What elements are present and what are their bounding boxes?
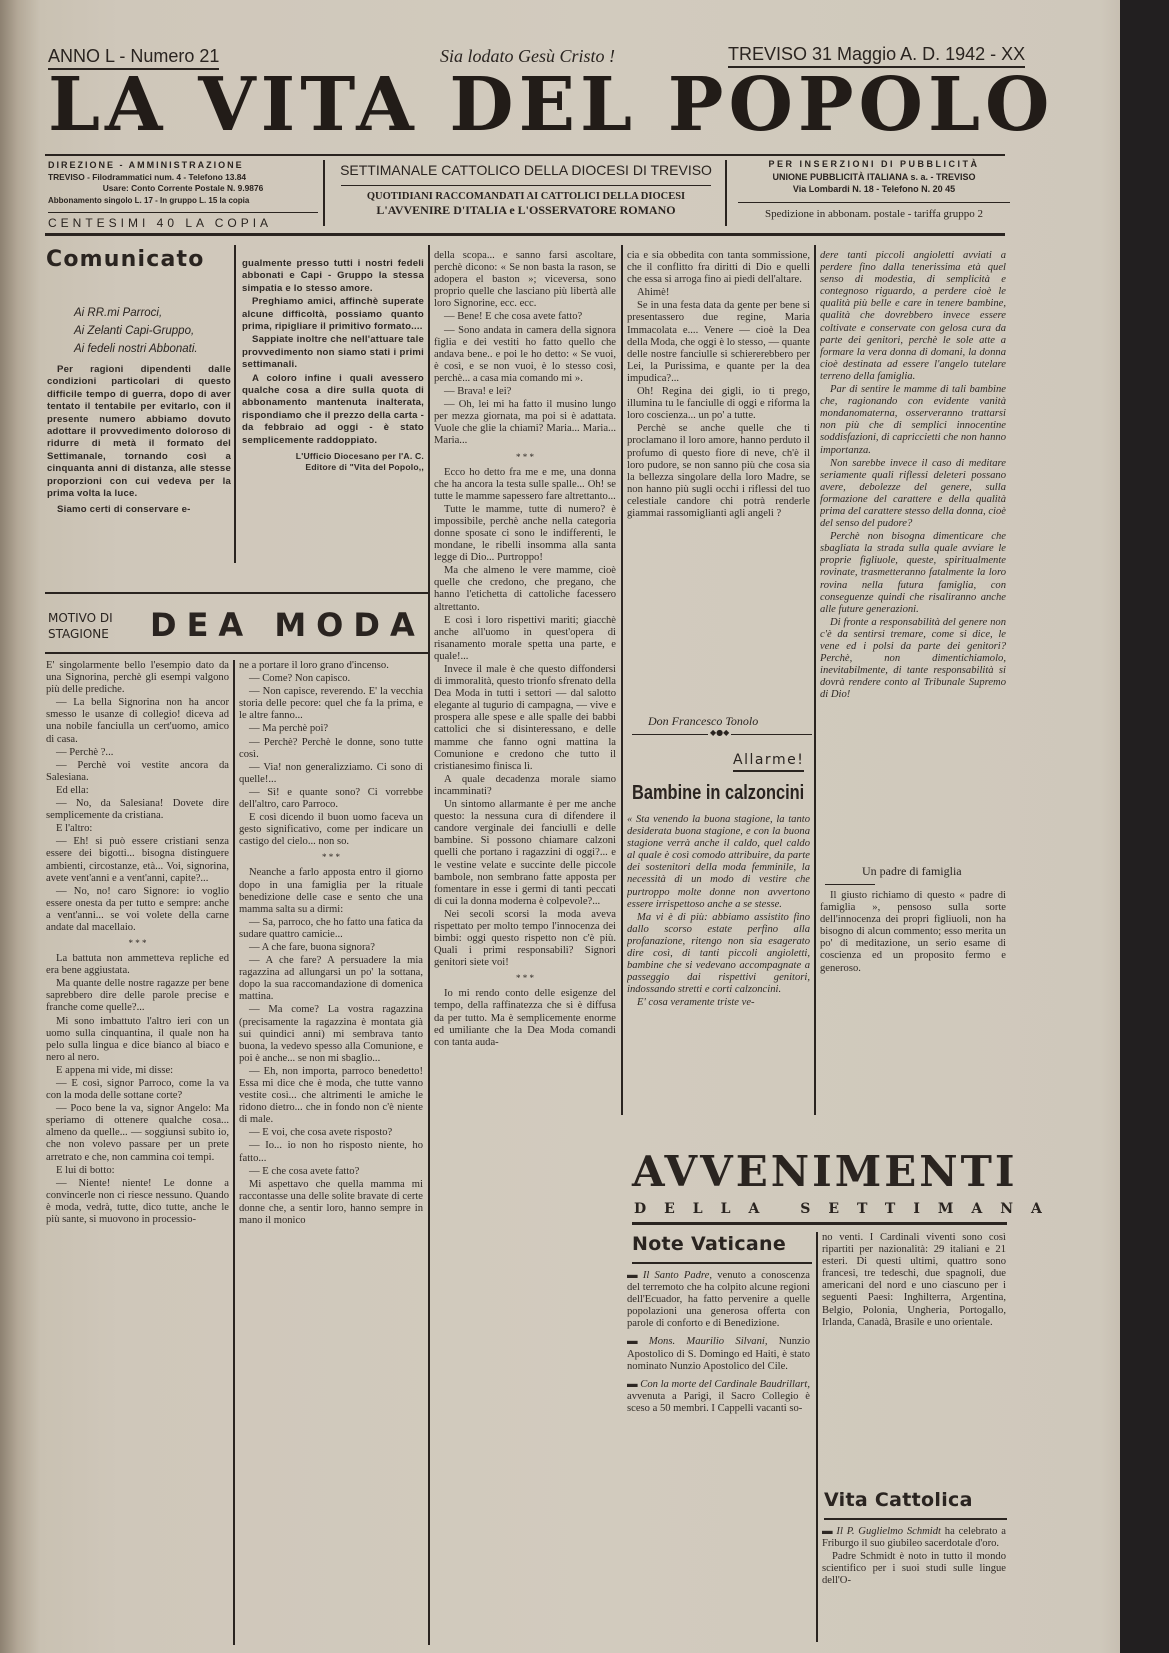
kicker-line: MOTIVO DI <box>48 611 113 625</box>
allarme-comment <box>820 890 1006 1114</box>
paragraph: Di fronte a responsabilità del genere non c'è da sentirsi tremare, come si dice, le vene ed i polsi da parte dei genitori? Perchè, non dimentichiamolo, inevitabilmente, di tante responsabilità si dovrà rendere conto al Tribunale Supremo di Dio! <box>820 616 1006 701</box>
column-rule <box>233 660 235 1645</box>
rule <box>632 1222 1007 1225</box>
paragraph: Siamo certi di conservare e- <box>57 504 191 516</box>
ornament-icon: ◆●◆ <box>710 728 730 737</box>
paragraph: Ed ella: <box>56 784 89 796</box>
masthead-divider-right <box>725 160 727 226</box>
paragraph: Invece il male è che questo diffondersi di immoralità, questo trionfo sfrenato della Dea Moda in tutti i settori — dal salotto elegante al tugurio di campagna, — vive e prospera alle spese e alle spalle dei babbi cattolici che si disinteressano, e delle mamme che fanno ogni mattina la Comunione e credono che tutto il cristianesimo finisca lì. <box>434 664 616 772</box>
paragraph: Io mi rendo conto delle esigenze del tempo, della raffinatezza che si è diffusa da per tutto. Ma è semplicemente enorme ed umiliante che la Dea Moda comandi con tanta auda- <box>434 988 616 1048</box>
paragraph: Neanche a farlo apposta entro il giorno dopo in una famiglia per la rituale benedizione delle case e sento che una mamma salta su a dirmi: <box>239 867 423 915</box>
bullet-icon: ▬ <box>627 1270 643 1281</box>
paragraph: Padre Schmidt è noto in tutto il mondo scientifico per i suoi studi sulle lingue dell'O- <box>822 1551 1006 1587</box>
paragraph: E' cosa veramente triste ve- <box>637 997 755 1009</box>
paragraph: Mi aspettavo che quella mamma mi raccontasse una delle solite bravate di certe donne che, a sentir loro, hanno sempre in mano il monico <box>239 1178 423 1227</box>
paragraph: Per ragioni dipendenti dalle condizioni particolari di questo difficile tempo di guerra, dopo di aver tentato il tentabile per evitarlo, con il presente numero abbiamo dovuto adottare il provvedimento doloroso di ridurre di metà il formato del Settimanale, tornando così a cinquanta anni di distanza, alle stesse proporzioni con cui vedeva per la prima volta la luce. <box>47 364 231 500</box>
paragraph: E l'altro: <box>56 823 93 835</box>
rule <box>632 1262 812 1264</box>
paragraph: Oh! Regina dei gigli, io ti prego, illumina tu le fanciulle di oggi e riforma la loro coscienza... un po' a tutte. <box>627 386 810 422</box>
paragraph: — E così, signor Parroco, come la va con la moda delle sottane corte? <box>46 1078 229 1102</box>
lead: Con la morte del Cardinale Baudrillart, <box>640 1378 810 1390</box>
paragraph: — Poco bene la va, signor Angelo: Ma speriamo di ottenere qualche cosa... almeno da quelle... — soggiunsi subito io, che non volevo passare per un prete arretrato e che, non cammina coi tempi. <box>46 1103 229 1163</box>
paragraph: — Perchè ?... <box>56 746 114 758</box>
paragraph: — A che fare, buona signora? <box>249 941 375 953</box>
column-rule <box>814 245 816 1115</box>
paragraph: E così i loro rispettivi mariti; giacchè anche all'uomo in quest'opera di risanamento morale spetta una parte, e quale!... <box>434 614 616 662</box>
paragraph: Sappiate inoltre che nell'attuare tale provvedimento non siamo stati i primi settimanali. <box>242 334 424 371</box>
dea-moda-col-4 <box>627 250 810 710</box>
paragraph: Ecco ho detto fra me e me, una donna che ha ancora la testa sulle spalle... Oh! se tutte le mamme sapessero fare altrettanto... <box>434 466 616 502</box>
note-vaticane-continued <box>822 1232 1006 1480</box>
paragraph: Ma quante delle nostre ragazze per bene saprebbero dire delle parole precise e franche come quelle?... <box>46 978 229 1014</box>
paragraph: Nei secoli scorsi la moda aveva rispettato per molto tempo l'innocenza dei bimbi: oggi questo rispetto non c'è più. Quali i primi responsabili? Signori genitori siete voi! <box>434 908 616 969</box>
masthead-rule <box>45 154 1005 156</box>
paragraph: — Oh, lei mi ha fatto il musino lungo per mezza giornata, ma poi si è adattata. Vuole che glie la chiami? Maria... Maria... Maria... <box>434 399 616 447</box>
allarme-col-2 <box>820 250 1006 858</box>
paragraph: Il giusto richiamo di questo « padre di famiglia », pensoso sulla sorte dell'innocenza dei propri figliuoli, non ha bisogno di alcun commento; esso merita un po' di meditazione, un serio esame di coscienza ed un proposito fermo e generoso. <box>820 890 1006 974</box>
lead: Il P. Guglielmo Schmidt <box>836 1526 941 1537</box>
text: Nunzio Apostolico di S. Domingo ed Haiti, è stato nominato Nunzio Apostolico del Cile. <box>627 1336 810 1372</box>
quotidiani-line: QUOTIDIANI RACCOMANDATI AI CATTOLICI DELLA DIOCESI <box>341 185 711 203</box>
paragraph: Ma vi è di più: abbiamo assistito fino dallo scorso estate perfino alla profanazione, ritengo non sia esagerato dire così, di tanti piccoli angioletti, bambine che si vedevano accompagnate a passeggio dai rispettivi genitori, indossando stretti e corti calzoncini. <box>627 911 810 996</box>
subtitle: SETTIMANALE CATTOLICO DELLA DIOCESI DI TREVISO <box>340 162 712 178</box>
paragraph: — Via! non generalizziamo. Ci sono di quelle!... <box>239 761 423 785</box>
paragraph: A quale decadenza morale siamo incamminati? <box>434 773 616 797</box>
news-item <box>627 1379 810 1415</box>
comunicato-signature <box>242 451 424 473</box>
paragraph: — No, no! caro Signore: io voglio essere onesta da per tutto e sempre: anche a vent'anni... se voi volete della carne andate dal macellaio. <box>46 885 229 933</box>
paragraph: — Sì! e quante sono? Ci vorrebbe dell'altro, caro Parroco. <box>239 786 423 811</box>
paragraph: E lui di botto: <box>56 1164 115 1176</box>
dea-moda-col-1 <box>46 660 229 1650</box>
paragraph: della scopa... e sanno farsi ascoltare, perchè dicono: « Se non basta la rason, se adopera el baston »; viceversa, sono proprio quelle che lasciano più libertà alle loro Signorine, ecc. ecc. <box>434 250 616 310</box>
paragraph: « Sta venendo la buona stagione, la tanto desiderata buona stagione, e con la buona stagione verrà anche il caldo, quel caldo al quale è così comodo attribuire, da parte dei sostenitori della moda femminile, la necessità di un modo di vestire che purtroppo molte donne non avvertono essere irrispettoso anche a se stesse. <box>627 814 810 910</box>
newspapers-line: L'AVVENIRE D'ITALIA e L'OSSERVATORE ROMANO <box>376 203 676 217</box>
issue-number-text: ANNO L - Numero 21 <box>48 46 219 70</box>
address-line: TREVISO - Filodrammatici num. 4 - Telefono 13.84 <box>48 171 247 182</box>
section-break: * * * <box>128 938 147 949</box>
paragraph: Ahimè! <box>637 287 670 299</box>
lead: Mons. Maurilio Silvani, <box>648 1336 768 1348</box>
paragraph: — A che fare? A persuadere la mia ragazzina ad allungarsi un po' la sottana, dopo la sua raccomandazione di domenica mattina. <box>239 955 423 1003</box>
rule <box>45 592 428 594</box>
paragraph: — Sa, parroco, che ho fatto una fatica da sudare quattro camicie... <box>239 916 423 940</box>
paragraph: — Ma perchè poi? <box>249 723 329 735</box>
header-bottom-rule <box>45 233 1005 236</box>
left-info-box <box>48 160 318 230</box>
paragraph: — Sono andata in camera della signora figlia e dei vestiti ho fatto quello che andava bene.. e poi le ho detto: « Se vuoi, è così, e se non vuoi, è lo stesso così, perchè... a casa mia comando mi ». <box>434 324 616 384</box>
address-capigruppo: Ai Zelanti Capi-Gruppo, <box>74 325 195 337</box>
paragraph: no venti. I Cardinali viventi sono così ripartiti per nazionalità: 29 italiani e 21 esteri. Di questi ultimi, quattro sono francesi, tre tedeschi, due spagnoli, due americani del nord e uno ciascuno per i seguenti Paesi: Inghilterra, Argentina, Belgio, Polonia, Ungheria, Portogallo, Irlanda, Canadà, Brasile e uno orientale. <box>822 1232 1006 1328</box>
paragraph: — Eh! si può essere cristiani senza essere dei bigotti... bisogna distinguere ambienti, circostanze, età... Voi, signorina, avete vent'anni e a vent'anni, capite?... <box>46 836 229 884</box>
via-lombardi-line: Via Lombardi N. 18 - Telefono N. 20 45 <box>792 184 956 194</box>
column-rule <box>234 245 236 563</box>
news-item <box>627 1336 810 1372</box>
masthead-title: LA VITA DEL POPOLO <box>48 62 1055 148</box>
paragraph: Se in una festa data da gente per bene si presentassero due regine, Maria Immacolata e.... Venere — cioè la Dea della Moda, che oggi è lo stesso, — quante delle nostre fanciulle si schiererebbero per Lei, la Purissima, e quante per la dea impudica?... <box>627 300 810 384</box>
comunicato-address <box>74 304 198 358</box>
paragraph: — Niente! niente! Le donne a convincerle non ci riesce nessuno. Quando è moda, vedrà, tutte, dico tutte, anche le più sante, si muovono in processio- <box>46 1177 229 1226</box>
right-info-box <box>738 158 1010 221</box>
paragraph: Mi sono imbattuto l'altro ieri con un uomo sulla cinquantina, il quale non ha pelo sulla lingua e dice bianco al biaco e nero al nero. <box>46 1015 229 1063</box>
paragraph: E così dicendo il buon uomo faceva un gesto significativo, come per indicare un castigo del cielo... non so. <box>239 812 423 848</box>
price-line: CENTESIMI 40 LA COPIA <box>48 212 318 230</box>
motto: Sia lodato Gesù Cristo ! <box>440 46 616 66</box>
lead: Il Santo Padre, <box>642 1270 712 1281</box>
paragraph: — Ma come? La vostra ragazzina (precisamente la ragazzina è montata già sui quindici anni) mi sembrava tanto buona, la vedevo spesso alla Comunione, e poi è anche... se non mi sbaglio... <box>239 1004 423 1064</box>
paragraph: — La bella Signorina non ha ancor smesso le usanze di collegio! diceva ad una nobile fanciulla un cert'uomo, amico di casa. <box>46 697 229 745</box>
note-vaticane-col <box>627 1270 810 1648</box>
dea-moda-kicker <box>48 610 113 642</box>
paragraph: — Perchè? Perchè le donne, sono tutte così. <box>239 736 423 760</box>
paragraph: E' singolarmente bello l'esempio dato da una Signorina, perchè gli esempi valgono più delle prediche. <box>46 660 229 696</box>
signature-line: Editore di "Vita del Popolo,, <box>305 462 424 473</box>
paragraph: — Perchè voi vestite ancora da Salesiana. <box>46 759 229 783</box>
avvenimenti-subtitle: DELLA SETTIMANA <box>634 1201 1060 1217</box>
paragraph: — Bene! E che cosa avete fatto? <box>444 311 583 323</box>
signature-line: L'Ufficio Diocesano per l'A. C. <box>295 451 424 462</box>
comunicato-title: Comunicato <box>46 247 205 272</box>
section-break: * * * <box>322 852 340 863</box>
kicker-line: STAGIONE <box>48 627 109 641</box>
center-info-box <box>335 162 717 218</box>
paragraph: — No, da Salesiana! Dovete dire semplicemente da cristiana. <box>46 798 229 822</box>
paragraph: cia e sia obbedita con tanta sommissione, che il conflitto fra diritti di Dio e quelli che essa si arroga fino ai piedi dell'altare. <box>627 250 810 286</box>
vita-cattolica-title: Vita Cattolica <box>824 1489 973 1511</box>
section-break: * * * <box>516 973 534 984</box>
paragraph: — Brava! e lei? <box>444 386 512 398</box>
dea-moda-title: DEA MODA <box>150 606 425 644</box>
comunicato-col-1 <box>47 364 231 586</box>
paragraph: dere tanti piccoli angioletti avviati a perdere fino dalla tenerissima età quel senso di modestia, di semplicità e contegnoso riguardo, a perdere cioè le qualità più belle e care in tenere bambine, qualità che dovrebbero invece essere coltivate e conservate con gelosa cura da parte dei genitori, perchè le sole atte a formare la vera donna di domani, la donna cioè destinata ad essere l'angelo tutelare terreno della famiglia. <box>820 250 1006 382</box>
address-parroci: Ai RR.mi Parroci, <box>74 307 163 319</box>
paragraph: — Non capisce, reverendo. E' la vecchia storia delle pecore: quel che fa la prima, e le altre fanno... <box>239 686 423 722</box>
abbonamento-line: Abbonamento singolo L. 17 - In gruppo L. 15 la copia <box>48 195 250 205</box>
rule <box>45 652 428 654</box>
paragraph: Perchè non bisogna dimenticare che sbagliata la strada sulla quale avviare le proprie figliuole, queste, spiritualmente rovinate, trasmetteranno fatalmente la loro rovina nella futura famiglia, con conseguenze quindi che risaliranno anche alle future generazioni. <box>820 531 1006 615</box>
dea-moda-signature: Don Francesco Tonolo <box>648 714 759 728</box>
allarme-title: Bambine in calzoncini <box>632 782 805 804</box>
paragraph: — Eh, non importa, parroco benedetto! Essa mi dice che è moda, che tutte vanno vestite così... che altrimenti le amiche le ridono dietro... che in fondo non c'è niente di male. <box>239 1065 423 1126</box>
column-rule <box>621 245 623 1115</box>
note-vaticane-title: Note Vaticane <box>632 1233 787 1255</box>
paragraph: Tutte le mamme, tutte di numero? è impossibile, perchè anche nella categoria donne sposate ci sono le indifferenti, le mondane, le ribelli insomma alla santa legge di Dio... Purtroppo! <box>434 503 616 564</box>
dea-moda-col-3 <box>434 250 616 1648</box>
rule <box>825 884 875 885</box>
masthead-divider-left <box>323 160 325 226</box>
paragraph: Par di sentire le mamme di tali bambine che, ragionando con evidente vanità mondanomaterna, osserveranno trattarsi non più che di semplici innocentine soddisfazioni, di capriccietti che non hanno importanza. <box>820 384 1006 456</box>
vita-cattolica-col <box>822 1526 1006 1648</box>
allarme-col-1 <box>627 814 810 1114</box>
address-abbonati: Ai fedeli nostri Abbonati. <box>74 343 198 355</box>
paragraph: Ma che almeno le vere mamme, cioè quelle che credono, che pregano, che hanno l'etichetta di cattoliche facessero altrettanto. <box>434 565 616 613</box>
paragraph: gualmente presso tutti i nostri fedeli abbonati e Capi - Gruppo la stessa simpatia e lo stesso amore. <box>242 258 424 294</box>
text: venuto a conoscenza del terremoto che ha colpito alcune regioni dell'Ecuador, ha fatto pervenire a quelle popolazioni una generosa offerta con parole di conforto e di Benedizione. <box>627 1270 810 1330</box>
paragraph: — E che cosa avete fatto? <box>249 1165 360 1177</box>
paragraph: ne a portare il loro grano d'incenso. <box>239 660 389 671</box>
unione-line: UNIONE PUBBLICITÀ ITALIANA s. a. - TREVISO <box>772 171 976 182</box>
paragraph: La battuta non ammetteva repliche ed era bene aggiustata. <box>46 953 229 977</box>
paragraph: Perchè se anche quelle che ti proclamano il loro amore, hanno perduto il profumo di questo fiore di neve, ch'è il loro pudore, se non sanno più che cosa sia la bellezza singolare della loro Madre, se non hanno più sugli occhi i riflessi del tuo celestiale candore chi potrà renderle giammai rassomiglianti agli angeli ? <box>627 423 810 519</box>
paragraph: A coloro infine i quali avessero qualche cosa a dire sulla quota di abbonamento mantenuta inalterata, rispondiamo che il prezzo della carta - da febbraio ad oggi - è stato semplicemente raddoppiato. <box>242 372 424 446</box>
pubblicita-label: PER INSERZIONI DI PUBBLICITÀ <box>768 159 980 169</box>
paragraph: — Io... io non ho risposto niente, ho fatto... <box>239 1140 423 1164</box>
column-rule <box>816 1232 818 1642</box>
bullet-icon: ▬ <box>822 1526 837 1537</box>
section-break: * * * <box>516 451 534 462</box>
dateline-text: TREVISO 31 Maggio A. D. 1942 - XX <box>728 44 1025 68</box>
column-rule <box>428 245 430 1645</box>
paragraph: — Come? Non capisco. <box>249 673 351 685</box>
allarme-kicker: Allarme! <box>733 752 804 772</box>
dea-moda-col-2 <box>239 660 423 1650</box>
paragraph: Preghiamo amici, affinchè superate alcune difficoltà, possiamo quanto prima, ripigliare il primitivo formato.... <box>242 296 424 333</box>
rule <box>824 1518 1007 1520</box>
bullet-icon: ▬ <box>627 1378 641 1390</box>
allarme-signature: Un padre di famiglia <box>862 864 962 878</box>
comunicato-col-2 <box>242 258 424 586</box>
direzione-label: DIREZIONE - AMMINISTRAZIONE <box>48 160 244 170</box>
paragraph: E appena mi vide, mi disse: <box>56 1064 174 1076</box>
news-item <box>627 1270 810 1330</box>
avvenimenti-title: AVVENIMENTI <box>632 1147 1018 1196</box>
paragraph: — E voi, che cosa avete risposto? <box>249 1127 393 1139</box>
text: ha celebrato a Friburgo il suo giubileo sacerdotale d'oro. <box>822 1526 1006 1550</box>
conto-corrente-line: Usare: Conto Corrente Postale N. 9.9876 <box>102 183 264 193</box>
text: avvenuta a Parigi, il Sacro Collegio è sceso a 50 membri. I Cappelli vacanti so- <box>627 1390 810 1414</box>
paragraph: Non sarebbe invece il caso di meditare seriamente quali riflessi deleteri possano avere, debolezze del genere, sulla formazione del carattere e della qualità prima del carattere stesso della donna, cioè del senso del pudore? <box>820 457 1006 530</box>
spedizione-line: Spedizione in abbonam. postale - tariffa gruppo 2 <box>738 202 1010 221</box>
paragraph: Un sintomo allarmante è per me anche questo: la nessuna cura di difendere il candore verginale dei fanciulli e delle bambine. Si possono chiamare calzoni quelli che portano i ragazzini di oggi?... e le vestine velate e succinte delle piccole bambole, non sembrano fatte apposta per fomentare in esse i germi di tanti peccati di cui la donna moderna è colpevole?... <box>434 799 616 907</box>
bullet-icon: ▬ <box>627 1336 649 1348</box>
